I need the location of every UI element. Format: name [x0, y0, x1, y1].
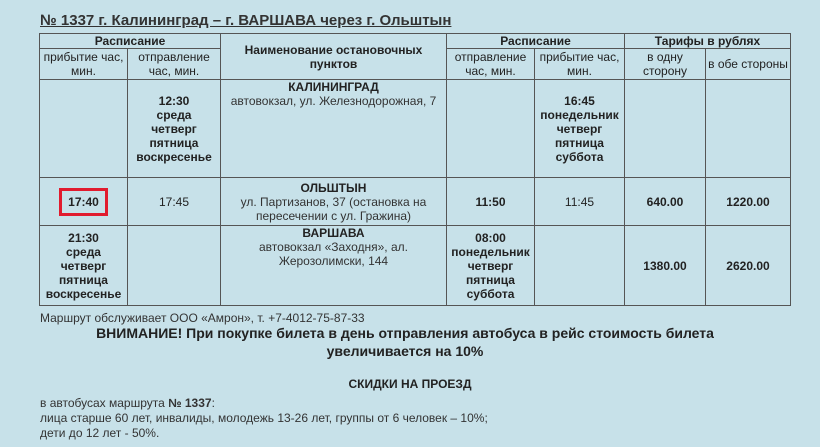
- table-row: [40, 178, 791, 226]
- time-value: 21:30: [68, 230, 99, 245]
- day-value: пятница: [466, 272, 515, 287]
- highlighted-arrival-time: 17:40: [59, 188, 108, 216]
- route-title: № 1337 г. Калининград – г. ВАРШАВА через г. Ольштын: [40, 12, 452, 29]
- arrival-header-right: прибытие час, мин.: [535, 49, 625, 80]
- day-value: пятница: [149, 135, 199, 150]
- arrival-cell: [40, 178, 128, 226]
- stop-cell: [221, 178, 447, 226]
- stops-header: Наименование остановочных пунктов: [221, 34, 447, 80]
- day-value: четверг: [151, 121, 197, 136]
- one-way-header: в одну сторону: [625, 49, 706, 80]
- discounts-text: [40, 396, 488, 441]
- price-warning: ВНИМАНИЕ! При покупке билета в день отправления автобуса в рейс стоимость билета увеличивается на 10%: [96, 325, 714, 359]
- day-value: воскресенье: [45, 286, 122, 301]
- schedule-right-header: Расписание: [447, 34, 625, 49]
- discounts-intro: [40, 396, 488, 411]
- both-ways-price: 2620.00: [706, 226, 791, 306]
- arrival-cell-right: [535, 80, 625, 178]
- departure-header-left: отправление час, мин.: [128, 49, 221, 80]
- discounts-title: СКИДКИ НА ПРОЕЗД: [348, 377, 472, 391]
- schedule-table: [39, 33, 791, 306]
- stop-name: ОЛЬШТЫН: [300, 180, 367, 195]
- stop-name: ВАРШАВА: [302, 226, 365, 240]
- discounts-intro-end: :: [211, 396, 215, 410]
- stop-address: ул. Партизанов, 37 (остановка на пересечении с ул. Гражина): [240, 194, 427, 223]
- day-value: понедельник: [540, 107, 619, 122]
- departure-cell: [128, 80, 221, 178]
- departure-cell: [128, 226, 221, 306]
- departure-cell-right: [447, 80, 535, 178]
- stop-name: КАЛИНИНГРАД: [288, 80, 379, 94]
- table-row: [40, 80, 791, 178]
- time-value: 08:00: [475, 230, 506, 245]
- tariffs-header: Тарифы в рублях: [625, 34, 791, 49]
- arrival-header-left: прибытие час, мин.: [40, 49, 128, 80]
- discount-line: дети до 12 лет - 50%.: [40, 426, 160, 440]
- stop-cell: [221, 226, 447, 306]
- discounts-route-number: № 1337: [168, 396, 212, 410]
- arrival-cell: [40, 226, 128, 306]
- one-way-price: 1380.00: [625, 226, 706, 306]
- table-row: [40, 226, 791, 306]
- stop-cell: [221, 80, 447, 178]
- day-value: пятница: [59, 272, 108, 287]
- day-value: суббота: [466, 286, 515, 301]
- arrival-cell: [40, 80, 128, 178]
- one-way-cell: [625, 80, 706, 178]
- day-value: воскресенье: [136, 149, 212, 164]
- arrival-cell-right: [535, 226, 625, 306]
- day-value: среда: [66, 244, 101, 259]
- arrival-cell-right: 11:45: [535, 178, 625, 226]
- schedule-left-header: Расписание: [40, 34, 221, 49]
- departure-cell-right: [447, 226, 535, 306]
- day-value: четверг: [60, 258, 107, 273]
- time-value: 16:45: [564, 93, 595, 108]
- discounts-intro-text: в автобусах маршрута: [40, 396, 169, 410]
- day-value: среда: [156, 107, 192, 122]
- discount-line: лица старше 60 лет, инвалиды, молодежь 13-26 лет, группы от 6 человек – 10%;: [40, 411, 488, 425]
- both-ways-price: 1220.00: [706, 178, 791, 226]
- both-ways-header: в обе стороны: [706, 49, 791, 80]
- stop-address: автовокзал, ул. Железнодорожная, 7: [230, 94, 437, 108]
- time-value: 12:30: [158, 93, 190, 108]
- day-value: пятница: [555, 135, 604, 150]
- departure-cell: 17:45: [128, 178, 221, 226]
- departure-cell-right: 11:50: [447, 178, 535, 226]
- day-value: понедельник: [451, 244, 530, 259]
- departure-header-right: отправление час, мин.: [447, 49, 535, 80]
- day-value: суббота: [555, 149, 604, 164]
- operator-note: Маршрут обслуживает ООО «Амрон», т. +7-4012-75-87-33: [40, 311, 365, 325]
- both-ways-cell: [706, 80, 791, 178]
- one-way-price: 640.00: [625, 178, 706, 226]
- day-value: четверг: [467, 258, 514, 273]
- stop-address: автовокзал «Заходня», ал. Жерозолимски, 144: [259, 240, 408, 268]
- day-value: четверг: [556, 121, 603, 136]
